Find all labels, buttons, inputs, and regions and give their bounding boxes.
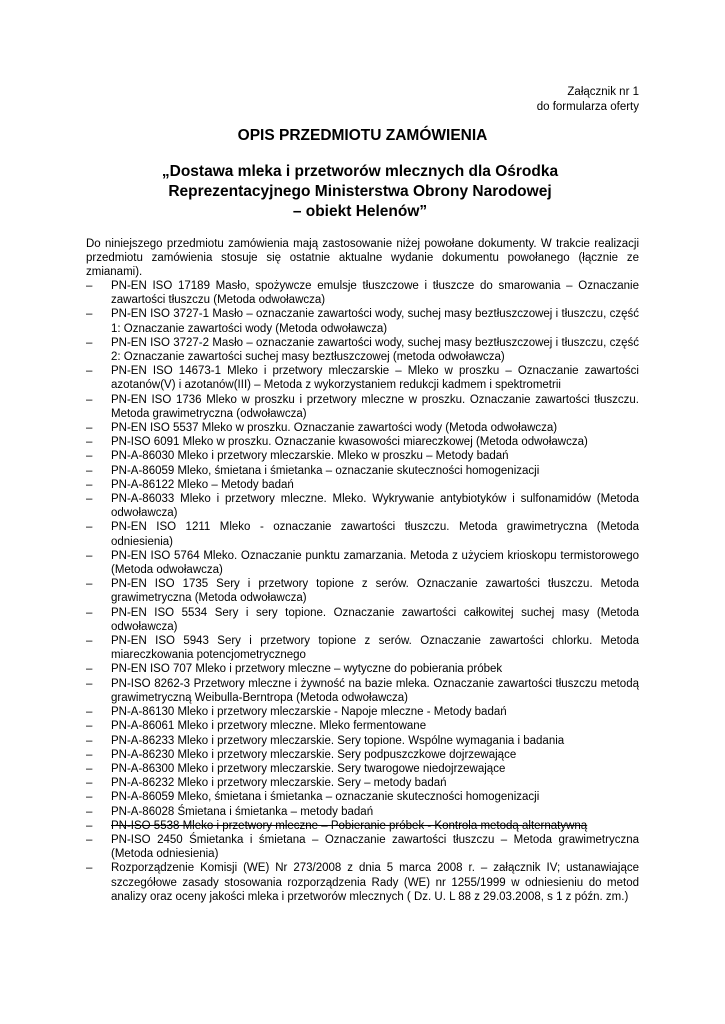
list-bullet: –: [86, 549, 93, 562]
list-item-text: PN-EN ISO 707 Mleko i przetwory mleczne – wytyczne do pobierania próbek: [111, 663, 503, 676]
list-bullet: –: [86, 578, 93, 591]
list-item-text: PN-EN ISO 17189 Masło, spożywcze emulsje tłuszczowe i tłuszcze do smarowania – Oznaczanie zawartości tłuszczu (Metoda odwoławcza): [111, 280, 639, 307]
list-item: [86, 719, 639, 733]
list-item-text: PN-A-86028 Śmietana i śmietanka – metody badań: [111, 805, 374, 818]
list-bullet: –: [86, 734, 93, 747]
list-bullet: –: [86, 791, 93, 804]
list-item: [86, 805, 639, 819]
subtitle-line-3: – obiekt Helenów”: [292, 203, 428, 220]
list-bullet: –: [86, 706, 93, 719]
list-bullet: –: [86, 422, 93, 435]
list-bullet: –: [86, 720, 93, 733]
list-bullet: –: [86, 493, 93, 506]
list-item: [86, 478, 639, 492]
list-bullet: –: [86, 777, 93, 790]
list-item: [86, 662, 639, 676]
list-item-text: PN-A-86130 Mleko i przetwory mleczarskie - Napoje mleczne - Metody badań: [111, 706, 507, 719]
list-item-text: PN-A-86059 Mleko, śmietana i śmietanka – oznaczanie skuteczności homogenizacji: [111, 464, 540, 477]
annex-line-2: do formularza oferty: [536, 101, 639, 113]
list-bullet: –: [86, 336, 93, 349]
list-item-text: PN-EN ISO 3727-1 Masło – oznaczanie zawartości wody, suchej masy beztłuszczowej i tłuszczu, część 1: Oznaczanie zawartości wody (Metoda odwoławcza): [111, 308, 639, 335]
list-item: [86, 734, 639, 748]
annex-line-1: Załącznik nr 1: [567, 86, 639, 98]
list-item-text: PN-EN ISO 5534 Sery i sery topione. Oznaczanie zawartości całkowitej suchej masy (Metoda odwoławcza): [111, 606, 639, 633]
list-item: [86, 762, 639, 776]
list-item-text: PN-EN ISO 5537 Mleko w proszku. Oznaczanie zawartości wody (Metoda odwoławcza): [111, 422, 558, 435]
list-item-text: Rozporządzenie Komisji (WE) Nr 273/2008 z dnia 5 marca 2008 r. – załącznik IV; ustanawiające szczegółowe zasady stosowania rozporządzenia Rady (WE) nr 1255/1999 w odniesieniu do metod analizy oraz oceny jakości mleka i przetworów mlecznych ( Dz. U. L 88 z 29.03.2008, s 1 z późn. zm.): [111, 862, 639, 903]
list-item-text: PN-ISO 5538 Mleko i przetwory mleczne – Pobieranie próbek - Kontrola metodą alternatywną: [111, 819, 588, 832]
list-item-text: PN-ISO 6091 Mleko w proszku. Oznaczanie kwasowości miareczkowej (Metoda odwoławcza): [111, 436, 588, 449]
document-subtitle: [120, 162, 600, 222]
list-bullet: –: [86, 365, 93, 378]
list-bullet: –: [86, 464, 93, 477]
list-item-text: PN-EN ISO 1736 Mleko w proszku i przetwory mleczne w proszku. Oznaczanie zawartości tłuszczu. Metoda grawimetryczna (odwoławcza): [111, 393, 639, 420]
list-item-text: PN-A-86033 Mleko i przetwory mleczne. Mleko. Wykrywanie antybiotyków i sulfonamidów (Metoda odwoławcza): [111, 493, 639, 520]
list-item-text: PN-EN ISO 1211 Mleko - oznaczanie zawartości tłuszczu. Metoda grawimetryczna (Metoda odniesienia): [111, 521, 639, 548]
list-item: [86, 520, 639, 548]
list-bullet: –: [86, 280, 93, 292]
list-item-text: PN-EN ISO 5943 Sery i przetwory topione z serów. Oznaczanie zawartości chlorku. Metoda miareczkowania potencjometrycznego: [111, 635, 639, 662]
list-item: [86, 549, 639, 577]
list-bullet: –: [86, 521, 93, 534]
subtitle-line-1: „Dostawa mleka i przetworów mlecznych dla Ośrodka: [161, 163, 559, 180]
list-item-text: PN-A-86059 Mleko, śmietana i śmietanka – oznaczanie skuteczności homogenizacji: [111, 791, 540, 804]
list-bullet: –: [86, 478, 93, 491]
annex-note: [537, 85, 639, 115]
list-item-text: PN-EN ISO 14673-1 Mleko i przetwory mleczarskie – Mleko w proszku – Oznaczanie zawartości azotanów(V) i azotanów(III) – Metoda z wykorzystaniem redukcji kadmem i spektrometrii: [111, 365, 639, 392]
list-bullet: –: [86, 635, 93, 648]
list-item-text: PN-A-86232 Mleko i przetwory mleczarskie. Sery – metody badań: [111, 777, 447, 790]
list-item-text: PN-EN ISO 1735 Sery i przetwory topione z serów. Oznaczanie zawartości tłuszczu. Metoda grawimetryczna (Metoda odwoławcza): [111, 578, 639, 605]
list-item-text: PN-EN ISO 3727-2 Masło – oznaczanie zawartości wody, suchej masy beztłuszczowej i tłuszczu, część 2: Oznaczanie zawartości suchej masy beztłuszczowej (metoda odwoławcza): [111, 336, 639, 364]
list-bullet: –: [86, 450, 93, 463]
list-item: [86, 861, 639, 904]
list-item-text: PN-A-86030 Mleko i przetwory mleczarskie. Mleko w proszku – Metody badań: [111, 450, 509, 463]
list-item: [86, 634, 639, 662]
list-item: [86, 748, 639, 762]
list-item-text: PN-ISO 2450 Śmietanka i śmietana – Oznaczanie zawartości tłuszczu – Metoda grawimetryczna (Metoda odniesienia): [111, 833, 639, 861]
list-bullet: –: [86, 677, 93, 690]
list-item-text: PN-A-86233 Mleko i przetwory mleczarskie. Sery topione. Wspólne wymagania i badania: [111, 734, 565, 747]
list-item: [86, 577, 639, 605]
list-bullet: –: [86, 308, 93, 321]
list-item: [86, 705, 639, 719]
list-item: [86, 492, 639, 520]
list-item: [86, 307, 639, 335]
list-item-text: PN-A-86300 Mleko i przetwory mleczarskie. Sery twarogowe niedojrzewające: [111, 762, 506, 775]
list-item: [86, 677, 639, 705]
list-bullet: –: [86, 862, 93, 875]
intro-paragraph: Do niniejszego przedmiotu zamówienia mają zastosowanie niżej powołane dokumenty. W trakcie realizacji przedmiotu zamówienia stosuje się ostatnie aktualne wydanie dokumentu powołanego (łącznie ze zmianami).: [86, 238, 639, 279]
list-bullet: –: [86, 833, 93, 846]
list-item: [86, 449, 639, 463]
list-item-text: PN-EN ISO 5764 Mleko. Oznaczanie punktu zamarzania. Metoda z użyciem krioskopu termistorowego (Metoda odwoławcza): [111, 549, 639, 577]
list-bullet: –: [86, 819, 93, 832]
list-bullet: –: [86, 393, 93, 406]
page-title: OPIS PRZEDMIOTU ZAMÓWIENIA: [237, 127, 488, 144]
list-item-text: PN-A-86061 Mleko i przetwory mleczne. Mleko fermentowane: [111, 720, 427, 733]
list-item: [86, 776, 639, 790]
list-item: [86, 464, 639, 478]
list-bullet: –: [86, 762, 93, 775]
standards-list: [86, 279, 639, 904]
subtitle-line-2: Reprezentacyjnego Ministerstwa Obrony Narodowej: [168, 183, 552, 200]
list-item: [86, 833, 639, 861]
list-item: [86, 279, 639, 307]
list-item-text: PN-A-86230 Mleko i przetwory mleczarskie. Sery podpuszczkowe dojrzewające: [111, 748, 517, 761]
list-item: [86, 421, 639, 435]
list-bullet: –: [86, 663, 93, 676]
list-bullet: –: [86, 748, 93, 761]
list-item-text: PN-A-86122 Mleko – Metody badań: [111, 478, 294, 491]
list-bullet: –: [86, 606, 93, 619]
list-item: [86, 606, 639, 634]
list-bullet: –: [86, 436, 93, 449]
list-item: [86, 393, 639, 421]
list-item: [86, 790, 639, 804]
list-item: [86, 819, 639, 833]
list-item: [86, 435, 639, 449]
list-item-text: PN-ISO 8262-3 Przetwory mleczne i żywność na bazie mleka. Oznaczanie zawartości tłuszczu metodą grawimetryczną Weibulla-Berntropa (Metoda odwoławcza): [111, 677, 639, 704]
list-bullet: –: [86, 805, 93, 818]
list-item: [86, 364, 639, 392]
list-item: [86, 336, 639, 364]
